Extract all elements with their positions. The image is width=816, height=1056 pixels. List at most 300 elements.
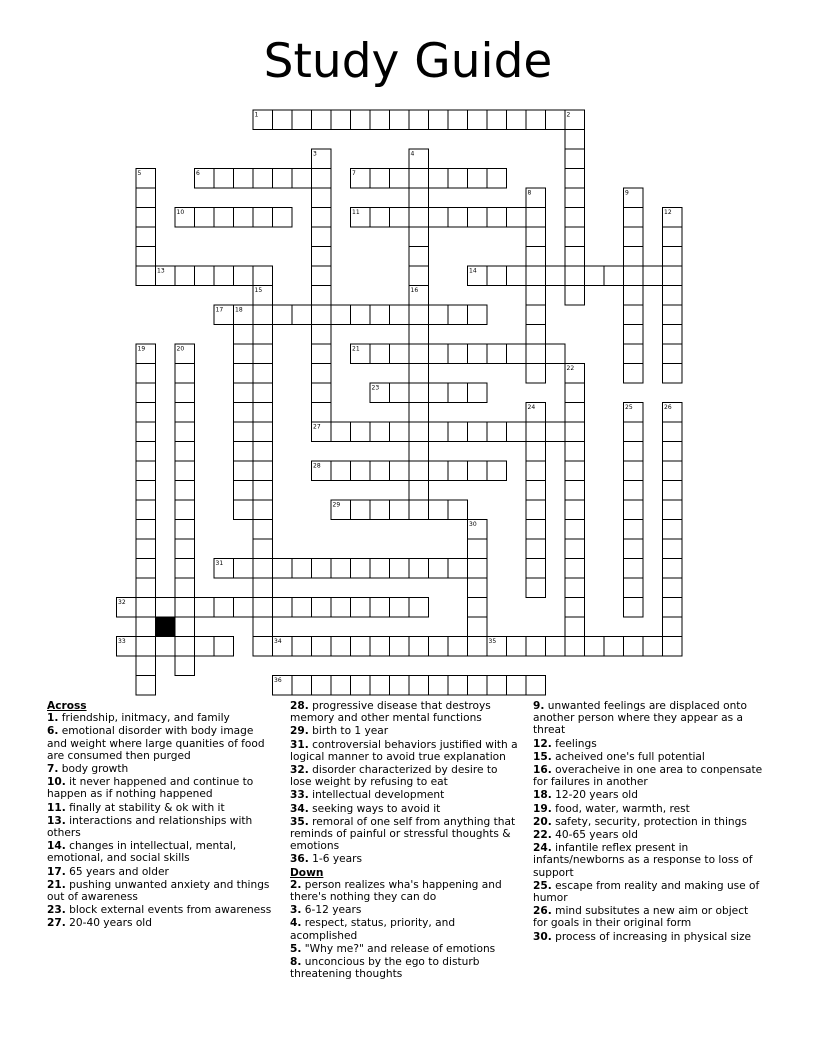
grid-cell[interactable] — [663, 305, 683, 325]
grid-cell[interactable] — [468, 383, 488, 403]
grid-cell[interactable] — [526, 364, 546, 384]
grid-cell[interactable] — [351, 500, 371, 520]
grid-cell[interactable] — [234, 208, 254, 228]
grid-cell[interactable] — [253, 266, 273, 286]
grid-cell[interactable] — [195, 266, 215, 286]
grid-cell[interactable] — [214, 208, 234, 228]
grid-cell[interactable] — [468, 208, 488, 228]
grid-cell[interactable] — [643, 266, 663, 286]
grid-cell[interactable] — [312, 305, 332, 325]
grid-cell[interactable] — [370, 637, 390, 657]
grid-cell[interactable] — [468, 539, 488, 559]
grid-cell[interactable] — [195, 208, 215, 228]
grid-cell[interactable] — [175, 500, 195, 520]
grid-cell[interactable] — [409, 422, 429, 442]
grid-cell[interactable] — [312, 247, 332, 267]
grid-cell[interactable] — [136, 559, 156, 579]
grid-cell[interactable] — [565, 266, 585, 286]
grid-cell[interactable] — [370, 559, 390, 579]
grid-cell[interactable] — [448, 559, 468, 579]
grid-cell[interactable] — [546, 344, 566, 364]
grid-cell[interactable] — [663, 422, 683, 442]
grid-cell[interactable] — [136, 208, 156, 228]
grid-cell[interactable] — [487, 169, 507, 189]
grid-cell[interactable] — [370, 422, 390, 442]
grid-cell[interactable] — [351, 461, 371, 481]
grid-cell[interactable] — [526, 539, 546, 559]
grid-cell[interactable] — [253, 637, 273, 657]
grid-cell[interactable] — [175, 617, 195, 637]
grid-cell[interactable] — [487, 344, 507, 364]
grid-cell[interactable] — [526, 481, 546, 501]
grid-cell[interactable] — [136, 188, 156, 208]
grid-cell[interactable] — [585, 266, 605, 286]
grid-cell[interactable] — [663, 266, 683, 286]
grid-cell[interactable] — [409, 403, 429, 423]
grid-cell[interactable] — [487, 461, 507, 481]
grid-cell[interactable] — [175, 422, 195, 442]
grid-cell[interactable] — [175, 578, 195, 598]
grid-cell[interactable] — [136, 461, 156, 481]
grid-cell[interactable] — [663, 559, 683, 579]
grid-cell[interactable] — [565, 617, 585, 637]
grid-cell[interactable] — [409, 364, 429, 384]
grid-cell[interactable] — [409, 383, 429, 403]
grid-cell[interactable] — [624, 247, 644, 267]
grid-cell[interactable] — [136, 578, 156, 598]
grid-cell[interactable] — [487, 208, 507, 228]
grid-cell[interactable] — [526, 422, 546, 442]
grid-cell[interactable] — [507, 208, 527, 228]
grid-cell[interactable] — [351, 305, 371, 325]
grid-cell[interactable] — [136, 539, 156, 559]
grid-cell[interactable] — [448, 500, 468, 520]
grid-cell[interactable] — [273, 208, 293, 228]
grid-cell[interactable] — [624, 520, 644, 540]
grid-cell[interactable] — [526, 286, 546, 306]
grid-cell[interactable] — [546, 422, 566, 442]
grid-cell[interactable] — [312, 169, 332, 189]
grid-cell[interactable] — [565, 559, 585, 579]
grid-cell[interactable] — [429, 637, 449, 657]
grid-cell[interactable] — [624, 344, 644, 364]
grid-cell[interactable] — [312, 598, 332, 618]
grid-cell[interactable] — [663, 364, 683, 384]
grid-cell[interactable] — [292, 559, 312, 579]
grid-cell[interactable] — [390, 559, 410, 579]
grid-cell[interactable] — [234, 500, 254, 520]
grid-cell[interactable] — [624, 481, 644, 501]
grid-cell[interactable] — [390, 169, 410, 189]
grid-cell[interactable] — [565, 442, 585, 462]
grid-cell[interactable] — [448, 637, 468, 657]
grid-cell[interactable] — [429, 500, 449, 520]
grid-cell[interactable] — [663, 520, 683, 540]
grid-cell[interactable] — [624, 598, 644, 618]
grid-cell[interactable] — [156, 598, 176, 618]
grid-cell[interactable] — [253, 520, 273, 540]
grid-cell[interactable] — [409, 227, 429, 247]
grid-cell[interactable] — [429, 208, 449, 228]
grid-cell[interactable] — [565, 188, 585, 208]
grid-cell[interactable] — [390, 461, 410, 481]
grid-cell[interactable] — [546, 110, 566, 130]
grid-cell[interactable] — [526, 520, 546, 540]
grid-cell[interactable] — [136, 442, 156, 462]
grid-cell[interactable] — [292, 305, 312, 325]
grid-cell[interactable] — [526, 461, 546, 481]
grid-cell[interactable] — [565, 422, 585, 442]
grid-cell[interactable] — [214, 169, 234, 189]
grid-cell[interactable] — [663, 227, 683, 247]
grid-cell[interactable] — [565, 286, 585, 306]
grid-cell[interactable] — [234, 598, 254, 618]
grid-cell[interactable] — [663, 539, 683, 559]
grid-cell[interactable] — [429, 383, 449, 403]
grid-cell[interactable] — [136, 676, 156, 696]
grid-cell[interactable] — [565, 208, 585, 228]
grid-cell[interactable] — [390, 637, 410, 657]
grid-cell[interactable] — [663, 344, 683, 364]
grid-cell[interactable] — [312, 344, 332, 364]
grid-cell[interactable] — [136, 364, 156, 384]
grid-cell[interactable] — [507, 344, 527, 364]
grid-cell[interactable] — [429, 422, 449, 442]
grid-cell[interactable] — [273, 110, 293, 130]
grid-cell[interactable] — [663, 637, 683, 657]
grid-cell[interactable] — [351, 559, 371, 579]
grid-cell[interactable] — [253, 559, 273, 579]
grid-cell[interactable] — [663, 617, 683, 637]
grid-cell[interactable] — [136, 247, 156, 267]
grid-cell[interactable] — [273, 169, 293, 189]
grid-cell[interactable] — [234, 461, 254, 481]
grid-cell[interactable] — [331, 637, 351, 657]
grid-cell[interactable] — [370, 344, 390, 364]
grid-cell[interactable] — [624, 500, 644, 520]
grid-cell[interactable] — [468, 169, 488, 189]
grid-cell[interactable] — [273, 598, 293, 618]
grid-cell[interactable] — [312, 188, 332, 208]
grid-cell[interactable] — [370, 305, 390, 325]
grid-cell[interactable] — [663, 247, 683, 267]
grid-cell[interactable] — [663, 286, 683, 306]
grid-cell[interactable] — [409, 481, 429, 501]
grid-cell[interactable] — [546, 266, 566, 286]
grid-cell[interactable] — [604, 266, 624, 286]
grid-cell[interactable] — [507, 422, 527, 442]
grid-cell[interactable] — [429, 305, 449, 325]
grid-cell[interactable] — [390, 305, 410, 325]
grid-cell[interactable] — [468, 344, 488, 364]
grid-cell[interactable] — [468, 676, 488, 696]
grid-cell[interactable] — [624, 461, 644, 481]
grid-cell[interactable] — [370, 110, 390, 130]
grid-cell[interactable] — [624, 266, 644, 286]
grid-cell[interactable] — [136, 227, 156, 247]
grid-cell[interactable] — [331, 422, 351, 442]
grid-cell[interactable] — [487, 266, 507, 286]
grid-cell[interactable] — [643, 637, 663, 657]
grid-cell[interactable] — [370, 676, 390, 696]
grid-cell[interactable] — [663, 598, 683, 618]
grid-cell[interactable] — [390, 598, 410, 618]
grid-cell[interactable] — [448, 208, 468, 228]
grid-cell[interactable] — [546, 637, 566, 657]
grid-cell[interactable] — [526, 344, 546, 364]
grid-cell[interactable] — [624, 208, 644, 228]
grid-cell[interactable] — [312, 559, 332, 579]
grid-cell[interactable] — [409, 266, 429, 286]
grid-cell[interactable] — [565, 383, 585, 403]
grid-cell[interactable] — [468, 110, 488, 130]
grid-cell[interactable] — [253, 383, 273, 403]
grid-cell[interactable] — [663, 325, 683, 345]
grid-cell[interactable] — [253, 617, 273, 637]
grid-cell[interactable] — [370, 500, 390, 520]
grid-cell[interactable] — [234, 383, 254, 403]
grid-cell[interactable] — [526, 266, 546, 286]
grid-cell[interactable] — [565, 598, 585, 618]
grid-cell[interactable] — [312, 637, 332, 657]
grid-cell[interactable] — [312, 383, 332, 403]
grid-cell[interactable] — [370, 169, 390, 189]
grid-cell[interactable] — [234, 559, 254, 579]
grid-cell[interactable] — [565, 461, 585, 481]
grid-cell[interactable] — [565, 247, 585, 267]
grid-cell[interactable] — [663, 442, 683, 462]
grid-cell[interactable] — [487, 110, 507, 130]
grid-cell[interactable] — [234, 169, 254, 189]
grid-cell[interactable] — [136, 617, 156, 637]
grid-cell[interactable] — [526, 247, 546, 267]
grid-cell[interactable] — [565, 227, 585, 247]
grid-cell[interactable] — [370, 598, 390, 618]
grid-cell[interactable] — [351, 110, 371, 130]
grid-cell[interactable] — [312, 208, 332, 228]
grid-cell[interactable] — [331, 461, 351, 481]
grid-cell[interactable] — [234, 442, 254, 462]
grid-cell[interactable] — [253, 305, 273, 325]
grid-cell[interactable] — [565, 149, 585, 169]
grid-cell[interactable] — [663, 578, 683, 598]
grid-cell[interactable] — [526, 305, 546, 325]
grid-cell[interactable] — [409, 559, 429, 579]
grid-cell[interactable] — [253, 169, 273, 189]
grid-cell[interactable] — [312, 227, 332, 247]
grid-cell[interactable] — [390, 383, 410, 403]
grid-cell[interactable] — [331, 305, 351, 325]
grid-cell[interactable] — [390, 500, 410, 520]
grid-cell[interactable] — [409, 461, 429, 481]
grid-cell[interactable] — [507, 110, 527, 130]
grid-cell[interactable] — [448, 305, 468, 325]
grid-cell[interactable] — [624, 422, 644, 442]
grid-cell[interactable] — [175, 403, 195, 423]
grid-cell[interactable] — [409, 598, 429, 618]
grid-cell[interactable] — [448, 676, 468, 696]
grid-cell[interactable] — [253, 364, 273, 384]
grid-cell[interactable] — [195, 598, 215, 618]
grid-cell[interactable] — [526, 559, 546, 579]
grid-cell[interactable] — [312, 286, 332, 306]
grid-cell[interactable] — [448, 383, 468, 403]
grid-cell[interactable] — [175, 364, 195, 384]
grid-cell[interactable] — [429, 676, 449, 696]
grid-cell[interactable] — [468, 422, 488, 442]
grid-cell[interactable] — [585, 637, 605, 657]
grid-cell[interactable] — [526, 637, 546, 657]
grid-cell[interactable] — [253, 403, 273, 423]
grid-cell[interactable] — [136, 266, 156, 286]
grid-cell[interactable] — [429, 344, 449, 364]
grid-cell[interactable] — [273, 305, 293, 325]
grid-cell[interactable] — [429, 559, 449, 579]
grid-cell[interactable] — [214, 266, 234, 286]
grid-cell[interactable] — [312, 325, 332, 345]
grid-cell[interactable] — [136, 422, 156, 442]
grid-cell[interactable] — [565, 578, 585, 598]
grid-cell[interactable] — [526, 325, 546, 345]
grid-cell[interactable] — [312, 266, 332, 286]
grid-cell[interactable] — [351, 676, 371, 696]
grid-cell[interactable] — [409, 344, 429, 364]
grid-cell[interactable] — [312, 110, 332, 130]
grid-cell[interactable] — [409, 169, 429, 189]
grid-cell[interactable] — [526, 500, 546, 520]
grid-cell[interactable] — [331, 559, 351, 579]
grid-cell[interactable] — [565, 130, 585, 150]
grid-cell[interactable] — [409, 325, 429, 345]
grid-cell[interactable] — [390, 208, 410, 228]
grid-cell[interactable] — [351, 422, 371, 442]
grid-cell[interactable] — [292, 676, 312, 696]
grid-cell[interactable] — [175, 481, 195, 501]
grid-cell[interactable] — [624, 305, 644, 325]
grid-cell[interactable] — [390, 344, 410, 364]
grid-cell[interactable] — [624, 325, 644, 345]
grid-cell[interactable] — [565, 403, 585, 423]
grid-cell[interactable] — [136, 637, 156, 657]
grid-cell[interactable] — [175, 637, 195, 657]
grid-cell[interactable] — [390, 676, 410, 696]
grid-cell[interactable] — [312, 676, 332, 696]
grid-cell[interactable] — [624, 364, 644, 384]
grid-cell[interactable] — [409, 188, 429, 208]
grid-cell[interactable] — [429, 169, 449, 189]
grid-cell[interactable] — [409, 442, 429, 462]
grid-cell[interactable] — [565, 520, 585, 540]
grid-cell[interactable] — [253, 539, 273, 559]
grid-cell[interactable] — [273, 559, 293, 579]
grid-cell[interactable] — [370, 208, 390, 228]
grid-cell[interactable] — [175, 598, 195, 618]
grid-cell[interactable] — [448, 422, 468, 442]
grid-cell[interactable] — [175, 383, 195, 403]
grid-cell[interactable] — [448, 169, 468, 189]
grid-cell[interactable] — [663, 481, 683, 501]
grid-cell[interactable] — [234, 422, 254, 442]
grid-cell[interactable] — [253, 598, 273, 618]
grid-cell[interactable] — [234, 364, 254, 384]
grid-cell[interactable] — [292, 598, 312, 618]
grid-cell[interactable] — [175, 266, 195, 286]
grid-cell[interactable] — [312, 403, 332, 423]
grid-cell[interactable] — [253, 325, 273, 345]
grid-cell[interactable] — [136, 656, 156, 676]
grid-cell[interactable] — [292, 110, 312, 130]
grid-cell[interactable] — [253, 344, 273, 364]
grid-cell[interactable] — [409, 637, 429, 657]
grid-cell[interactable] — [526, 676, 546, 696]
grid-cell[interactable] — [624, 442, 644, 462]
grid-cell[interactable] — [565, 169, 585, 189]
grid-cell[interactable] — [253, 578, 273, 598]
grid-cell[interactable] — [624, 578, 644, 598]
grid-cell[interactable] — [507, 266, 527, 286]
grid-cell[interactable] — [624, 539, 644, 559]
grid-cell[interactable] — [234, 344, 254, 364]
grid-cell[interactable] — [136, 598, 156, 618]
grid-cell[interactable] — [331, 110, 351, 130]
grid-cell[interactable] — [156, 637, 176, 657]
grid-cell[interactable] — [604, 637, 624, 657]
grid-cell[interactable] — [468, 598, 488, 618]
grid-cell[interactable] — [624, 227, 644, 247]
grid-cell[interactable] — [448, 110, 468, 130]
grid-cell[interactable] — [331, 676, 351, 696]
grid-cell[interactable] — [624, 637, 644, 657]
grid-cell[interactable] — [487, 676, 507, 696]
grid-cell[interactable] — [136, 500, 156, 520]
grid-cell[interactable] — [624, 559, 644, 579]
grid-cell[interactable] — [175, 656, 195, 676]
grid-cell[interactable] — [526, 110, 546, 130]
grid-cell[interactable] — [136, 403, 156, 423]
grid-cell[interactable] — [409, 247, 429, 267]
grid-cell[interactable] — [409, 208, 429, 228]
grid-cell[interactable] — [195, 637, 215, 657]
grid-cell[interactable] — [234, 403, 254, 423]
grid-cell[interactable] — [175, 559, 195, 579]
grid-cell[interactable] — [565, 637, 585, 657]
grid-cell[interactable] — [312, 364, 332, 384]
grid-cell[interactable] — [370, 461, 390, 481]
grid-cell[interactable] — [468, 617, 488, 637]
grid-cell[interactable] — [487, 422, 507, 442]
grid-cell[interactable] — [565, 500, 585, 520]
grid-cell[interactable] — [292, 169, 312, 189]
grid-cell[interactable] — [253, 208, 273, 228]
grid-cell[interactable] — [175, 520, 195, 540]
grid-cell[interactable] — [253, 422, 273, 442]
grid-cell[interactable] — [429, 110, 449, 130]
grid-cell[interactable] — [409, 305, 429, 325]
grid-cell[interactable] — [526, 208, 546, 228]
grid-cell[interactable] — [175, 539, 195, 559]
grid-cell[interactable] — [136, 520, 156, 540]
grid-cell[interactable] — [624, 286, 644, 306]
grid-cell[interactable] — [409, 500, 429, 520]
grid-cell[interactable] — [136, 481, 156, 501]
grid-cell[interactable] — [565, 481, 585, 501]
grid-cell[interactable] — [507, 637, 527, 657]
grid-cell[interactable] — [214, 598, 234, 618]
grid-cell[interactable] — [409, 110, 429, 130]
grid-cell[interactable] — [429, 461, 449, 481]
grid-cell[interactable] — [468, 305, 488, 325]
grid-cell[interactable] — [468, 461, 488, 481]
